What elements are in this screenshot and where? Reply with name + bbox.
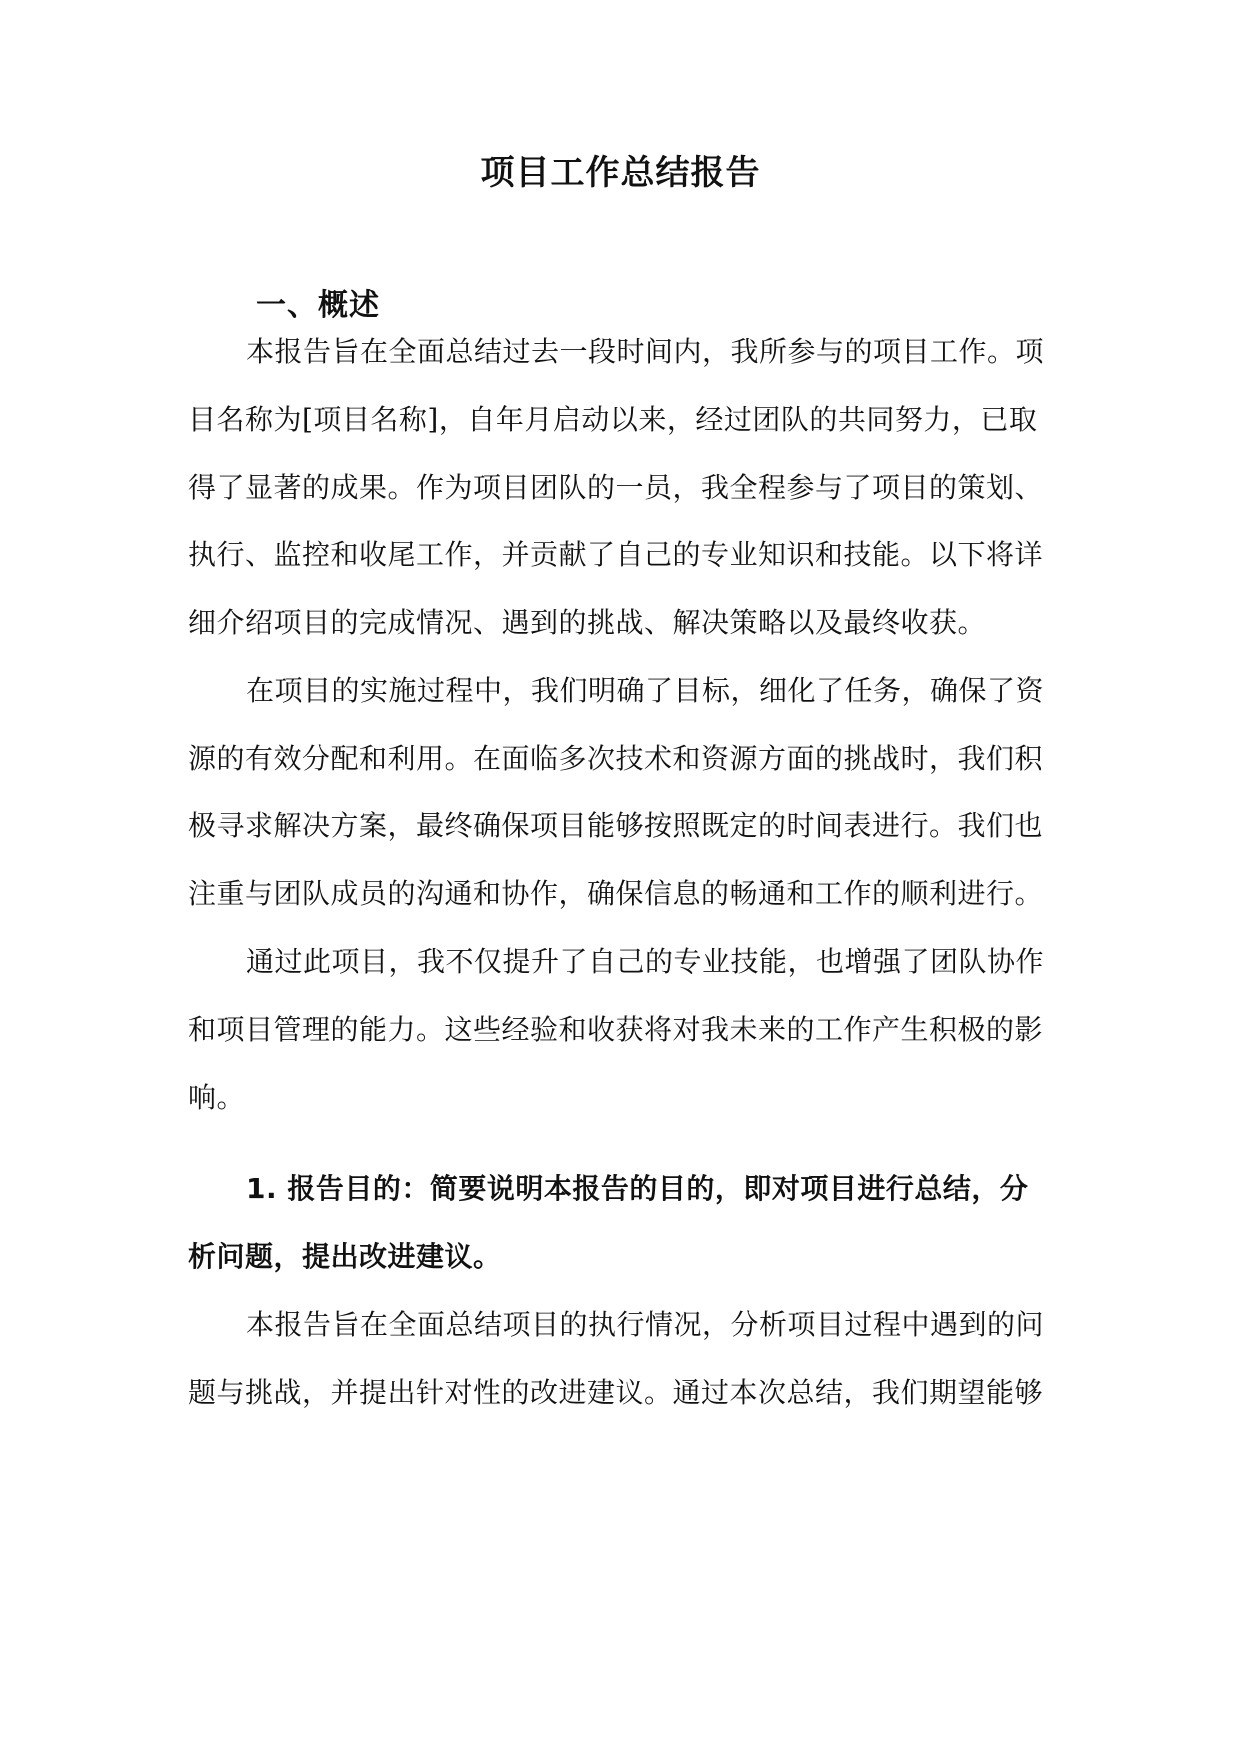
paragraph-line: 目名称为[项目名称]，自年月启动以来，经过团队的共同努力，已取 xyxy=(188,403,1038,436)
bold-list-line: 1. 报告目的：简要说明本报告的目的，即对项目进行总结，分 xyxy=(246,1172,1029,1205)
bold-list-line: 析问题，提出改进建议。 xyxy=(188,1240,502,1273)
paragraph-line: 本报告旨在全面总结过去一段时间内，我所参与的项目工作。项 xyxy=(246,335,1045,368)
section-heading: 一、概述 xyxy=(256,288,380,323)
paragraph-line: 在项目的实施过程中，我们明确了目标，细化了任务，确保了资 xyxy=(246,674,1045,707)
paragraph-line: 源的有效分配和利用。在面临多次技术和资源方面的挑战时，我们积 xyxy=(188,742,1044,775)
paragraph-line: 和项目管理的能力。这些经验和收获将对我未来的工作产生积极的影 xyxy=(188,1013,1044,1046)
paragraph-line: 极寻求解决方案，最终确保项目能够按照既定的时间表进行。我们也 xyxy=(188,809,1044,842)
document-title: 项目工作总结报告 xyxy=(480,153,761,193)
paragraph-line: 得了显著的成果。作为项目团队的一员，我全程参与了项目的策划、 xyxy=(188,471,1044,504)
paragraph-line: 注重与团队成员的沟通和协作，确保信息的畅通和工作的顺利进行。 xyxy=(188,877,1044,910)
paragraph-line: 执行、监控和收尾工作，并贡献了自己的专业知识和技能。以下将详 xyxy=(188,538,1044,571)
paragraph-line: 细介绍项目的完成情况、遇到的挑战、解决策略以及最终收获。 xyxy=(188,606,987,639)
paragraph-line: 通过此项目，我不仅提升了自己的专业技能，也增强了团队协作 xyxy=(246,945,1045,978)
paragraph-line: 本报告旨在全面总结项目的执行情况，分析项目过程中遇到的问 xyxy=(246,1308,1045,1341)
paragraph-line: 题与挑战，并提出针对性的改进建议。通过本次总结，我们期望能够 xyxy=(188,1376,1044,1409)
paragraph-line: 响。 xyxy=(188,1081,246,1114)
